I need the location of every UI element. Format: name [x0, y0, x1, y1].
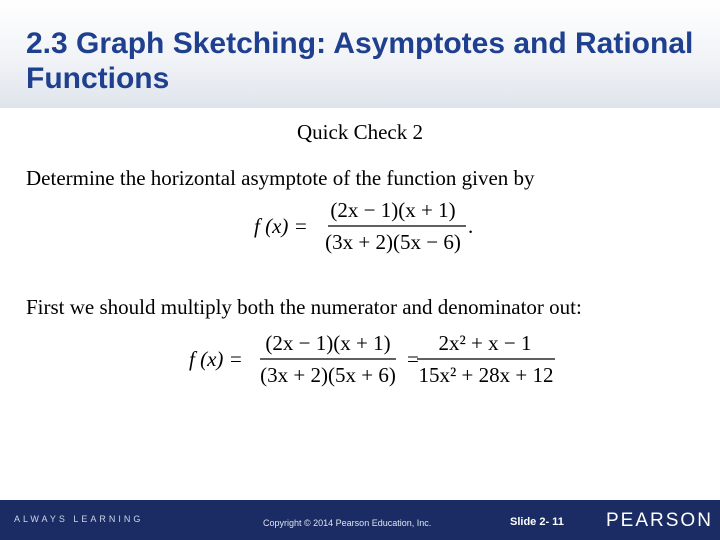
eq1-period: . [468, 214, 474, 238]
eq1-denominator: (3x + 2)(5x − 6) [325, 230, 461, 254]
footer-tagline: ALWAYS LEARNING [14, 514, 144, 524]
eq2-equals: = [407, 347, 419, 371]
eq2-expanded-denominator: 15x² + 28x + 12 [418, 363, 554, 387]
equation-expanded [185, 328, 565, 394]
eq2-expanded-numerator: 2x² + x − 1 [438, 331, 532, 355]
slide-number: Slide 2- 11 [510, 516, 564, 528]
eq2-denominator: (3x + 2)(5x + 6) [260, 363, 396, 387]
eq2-numerator: (2x − 1)(x + 1) [265, 331, 391, 355]
slide-subtitle: Quick Check 2 [297, 120, 423, 144]
step-text: First we should multiply both the numerator and denominator out: [26, 295, 582, 319]
eq1-lhs: f (x) = [254, 214, 308, 238]
eq2-lhs: f (x) = [189, 347, 243, 371]
footer-bar [0, 500, 720, 540]
footer-copyright: Copyright © 2014 Pearson Education, Inc. [263, 518, 432, 528]
pearson-logo: PEARSON [606, 510, 713, 531]
eq1-numerator: (2x − 1)(x + 1) [330, 198, 456, 222]
slide-title: 2.3 Graph Sketching: Asymptotes and Rational Functions [26, 27, 694, 95]
question-prompt: Determine the horizontal asymptote of the function given by [26, 166, 535, 190]
equation-function [250, 195, 480, 261]
